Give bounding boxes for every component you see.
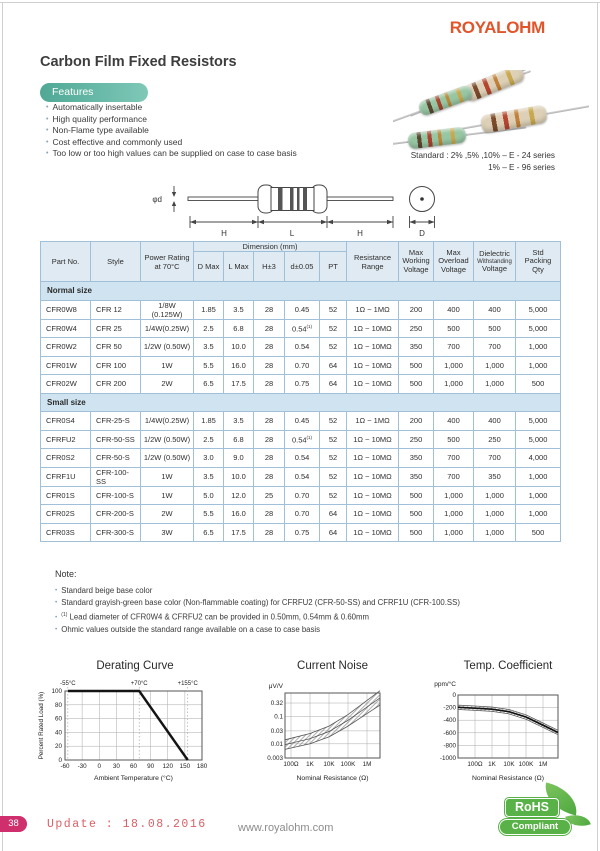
table-cell: 9.0 <box>224 449 254 468</box>
dimension-diagram <box>100 172 455 242</box>
col-header-max-working-voltage <box>399 242 434 282</box>
svg-text:Nominal Resistance (Ω): Nominal Resistance (Ω) <box>296 775 369 782</box>
table-cell: 0.75 <box>285 523 320 542</box>
table-cell: 28 <box>254 319 285 338</box>
table-cell: 0.54 <box>285 467 320 486</box>
table-cell: 64 <box>320 375 347 394</box>
table-cell: CFR0S2 <box>41 449 91 468</box>
svg-text:0.01: 0.01 <box>270 740 283 748</box>
table-cell: 16.0 <box>224 356 254 375</box>
svg-text:60: 60 <box>129 763 138 770</box>
svg-text:10K: 10K <box>503 761 515 768</box>
page-title: Carbon Film Fixed Resistors <box>40 54 237 70</box>
table-cell: 1,000 <box>516 505 561 524</box>
table-cell: 350 <box>399 449 434 468</box>
table-cell: 1.85 <box>194 412 224 431</box>
table-cell: 1,000 <box>474 375 516 394</box>
svg-text:-600: -600 <box>443 729 456 737</box>
table-cell: CFR-25-S <box>91 412 141 431</box>
table-cell: 3.5 <box>194 338 224 357</box>
table-cell: CFR0W2 <box>41 338 91 357</box>
table-cell: 52 <box>320 319 347 338</box>
svg-text:μV/V: μV/V <box>268 683 283 690</box>
col-header-dim-sub: H±3 <box>254 252 285 282</box>
table-row <box>41 486 561 505</box>
header-row <box>41 242 561 252</box>
page-edge-left <box>2 2 3 851</box>
header-line: Max <box>408 247 424 257</box>
feature-item: • High quality performance <box>46 114 297 126</box>
table-cell: 0.75 <box>285 375 320 394</box>
col-header-power-rating: Power Rating at 70°C <box>141 242 194 282</box>
table-cell: 500 <box>399 523 434 542</box>
header-line: Qty <box>532 264 544 274</box>
table-cell: 16.0 <box>224 505 254 524</box>
table-cell: 4,000 <box>516 449 561 468</box>
col-header-dim-sub: PT <box>320 252 347 282</box>
table-cell: 500 <box>516 375 561 394</box>
table-cell: 1Ω ~ 10MΩ <box>347 375 399 394</box>
table-cell: 1,000 <box>434 375 474 394</box>
table-cell: 1,000 <box>516 486 561 505</box>
table-cell: 1,000 <box>474 523 516 542</box>
table-head <box>41 242 561 282</box>
table-cell: CFR-100-S <box>91 486 141 505</box>
svg-text:0.32: 0.32 <box>270 700 283 708</box>
table-cell: 10.0 <box>224 338 254 357</box>
feature-item: • Automatically insertable <box>46 102 297 114</box>
table-cell: CFR02S <box>41 505 91 524</box>
table-cell: 52 <box>320 486 347 505</box>
table-cell: 1,000 <box>474 505 516 524</box>
table-cell: CFR0W8 <box>41 300 91 319</box>
header-line: Dielectric <box>479 248 510 258</box>
table-cell: 5,000 <box>516 430 561 449</box>
table-cell: 28 <box>254 300 285 319</box>
table-cell: 1,000 <box>434 356 474 375</box>
table-cell: 1W <box>141 356 194 375</box>
table-cell: 500 <box>474 319 516 338</box>
dim-label-lead-diameter: φd <box>152 195 162 204</box>
table-cell: 52 <box>320 449 347 468</box>
table-cell: 2.5 <box>194 430 224 449</box>
table-cell: 1/8W (0.125W) <box>141 300 194 319</box>
table-cell: 350 <box>399 338 434 357</box>
spec-table <box>40 241 561 542</box>
website-url: www.royalohm.com <box>238 822 334 834</box>
table-cell: 5,000 <box>516 300 561 319</box>
rohs-compliant-badge: Compliant <box>499 819 571 835</box>
table-cell: 1,000 <box>516 467 561 486</box>
table-cell: 0.70 <box>285 356 320 375</box>
note-item: • $^{(1)}$ Lead diameter of CFR0W4 & CFRFU2 can be provided in 0.50mm, 0.54mm & 0.60mm <box>55 609 555 624</box>
svg-text:180: 180 <box>196 763 208 770</box>
note-section <box>55 569 555 636</box>
svg-text:ppm/°C: ppm/°C <box>434 681 456 688</box>
table-cell: 10.0 <box>224 467 254 486</box>
rohs-logo <box>497 786 592 848</box>
table-cell: 250 <box>399 319 434 338</box>
table-cell: CFR 12 <box>91 300 141 319</box>
table-row <box>41 412 561 431</box>
table-cell: CFR-50-S <box>91 449 141 468</box>
table-cell: 1Ω ~ 10MΩ <box>347 467 399 486</box>
table-cell: CFR03S <box>41 523 91 542</box>
table-cell: 2W <box>141 505 194 524</box>
svg-text:-60: -60 <box>60 763 70 770</box>
table-cell: CFR-200-S <box>91 505 141 524</box>
table-cell: 1,000 <box>434 505 474 524</box>
table-cell: 12.0 <box>224 486 254 505</box>
note-item: • Standard beige base color <box>55 585 555 597</box>
table-cell: 64 <box>320 523 347 542</box>
table-cell: CFR01S <box>41 486 91 505</box>
note-title: Note: <box>55 569 77 579</box>
table-body <box>41 282 561 542</box>
table-cell: 6.5 <box>194 523 224 542</box>
temp-coefficient-chart <box>428 676 600 792</box>
table-cell: 1,000 <box>474 356 516 375</box>
svg-text:150: 150 <box>179 763 191 770</box>
header-line: Std <box>532 247 544 257</box>
header-line: Voltage <box>403 264 429 274</box>
col-header-dim-sub: L Max <box>224 252 254 282</box>
table-cell: 1/2W (0.50W) <box>141 430 194 449</box>
header-line: Packing <box>524 256 552 266</box>
table-cell: 1,000 <box>434 523 474 542</box>
table-cell: 52 <box>320 300 347 319</box>
table-cell: 700 <box>434 338 474 357</box>
svg-text:1K: 1K <box>488 761 496 768</box>
table-cell: 5.0 <box>194 486 224 505</box>
table-cell: 0.70 <box>285 486 320 505</box>
features-list <box>46 102 297 160</box>
svg-text:-55°C: -55°C <box>60 681 76 687</box>
table-cell: 28 <box>254 412 285 431</box>
chart-title-derating: Derating Curve <box>96 660 174 672</box>
current-noise-chart <box>248 676 436 792</box>
svg-text:0: 0 <box>452 692 456 699</box>
rohs-badge: RoHS <box>505 798 559 817</box>
col-header-style: Style <box>91 242 141 282</box>
svg-text:-200: -200 <box>443 704 456 712</box>
table-cell: 1Ω ~ 10MΩ <box>347 356 399 375</box>
table-cell: CFRFU2 <box>41 430 91 449</box>
derating-curve-chart <box>30 676 244 792</box>
table-cell: 17.5 <box>224 375 254 394</box>
table-cell: 700 <box>434 467 474 486</box>
table-cell: 350 <box>399 467 434 486</box>
table-cell: 52 <box>320 467 347 486</box>
header-line: Voltage <box>441 264 467 274</box>
table-cell: 1Ω ~ 1MΩ <box>347 300 399 319</box>
table-cell: 700 <box>434 449 474 468</box>
svg-text:10K: 10K <box>323 761 335 768</box>
table-cell: 500 <box>516 523 561 542</box>
svg-text:120: 120 <box>162 763 174 770</box>
svg-text:60: 60 <box>54 715 62 723</box>
feature-item: • Non-Flame type available <box>46 125 297 137</box>
table-cell: 3.5 <box>224 300 254 319</box>
table-row <box>41 356 561 375</box>
header-line: Voltage <box>482 263 508 273</box>
table-cell: 1/2W (0.50W) <box>141 449 194 468</box>
table-cell: CFR0W4 <box>41 319 91 338</box>
dim-label-h-right: H <box>357 229 363 238</box>
svg-text:+155°C: +155°C <box>177 681 198 687</box>
table-cell: 0.45 <box>285 300 320 319</box>
table-cell: 250 <box>474 430 516 449</box>
table-cell: 1Ω ~ 10MΩ <box>347 319 399 338</box>
svg-text:+70°C: +70°C <box>130 681 148 687</box>
table-cell: 3.5 <box>194 467 224 486</box>
table-cell: CFR01W <box>41 356 91 375</box>
table-cell: 0.45 <box>285 412 320 431</box>
update-date: Update : 18.08.2016 <box>47 818 207 831</box>
table-cell: 1Ω ~ 10MΩ <box>347 449 399 468</box>
table-cell: 400 <box>474 300 516 319</box>
page-number-badge: 38 <box>0 816 27 832</box>
table-cell: 5.5 <box>194 356 224 375</box>
page-edge-top <box>0 2 600 3</box>
table-cell: 1,000 <box>474 486 516 505</box>
table-cell: 64 <box>320 356 347 375</box>
svg-text:100K: 100K <box>518 761 534 768</box>
svg-text:30: 30 <box>112 763 120 770</box>
col-header-resistance-range: Resistance Range <box>347 242 399 282</box>
footnote-marker: (1) <box>306 434 313 440</box>
col-header-part-no: Part No. <box>41 242 91 282</box>
table-cell: 28 <box>254 467 285 486</box>
table-cell: 700 <box>474 449 516 468</box>
table-cell: 1Ω ~ 1MΩ <box>347 412 399 431</box>
svg-text:100: 100 <box>51 688 62 695</box>
table-row <box>41 430 561 449</box>
section-row <box>41 393 561 412</box>
header-line: Withstanding <box>477 258 512 265</box>
table-cell: 1/4W(0.25W) <box>141 319 194 338</box>
chart-title-tempco: Temp. Coefficient <box>463 660 553 672</box>
table-cell: 1/4W(0.25W) <box>141 412 194 431</box>
table-row <box>41 375 561 394</box>
table-row <box>41 505 561 524</box>
header-line: Max <box>446 247 461 257</box>
table-row <box>41 338 561 357</box>
table-cell: 28 <box>254 356 285 375</box>
table-cell: CFR 50 <box>91 338 141 357</box>
col-header-std-packing-qty <box>516 242 561 282</box>
table-cell: CFR 100 <box>91 356 141 375</box>
resistor-green <box>417 84 474 117</box>
col-header-dielectric <box>474 242 516 282</box>
table-cell: 1.85 <box>194 300 224 319</box>
svg-text:Nominal Resistance (Ω): Nominal Resistance (Ω) <box>472 775 544 782</box>
table-cell: 52 <box>320 430 347 449</box>
svg-text:80: 80 <box>54 701 62 709</box>
table-cell: 5,000 <box>516 319 561 338</box>
table-cell: 1,000 <box>516 356 561 375</box>
svg-text:0: 0 <box>97 763 102 770</box>
table-cell: 52 <box>320 412 347 431</box>
section-row <box>41 282 561 301</box>
table-cell: CFR-50-SS <box>91 430 141 449</box>
svg-text:0.1: 0.1 <box>274 713 283 721</box>
table-cell: 1Ω ~ 10MΩ <box>347 338 399 357</box>
table-cell: 1Ω ~ 10MΩ <box>347 486 399 505</box>
table-cell: 52 <box>320 338 347 357</box>
standard-line-1: Standard : 2% ,5% ,10% – E - 24 series <box>410 151 555 160</box>
resistor-beige <box>462 70 526 103</box>
table-cell: CFR02W <box>41 375 91 394</box>
dim-label-l: L <box>289 229 295 238</box>
table-cell: 1Ω ~ 10MΩ <box>347 430 399 449</box>
table-cell: 0.54$^{(1)}$ <box>285 319 320 338</box>
table-cell: 5,000 <box>516 412 561 431</box>
section-label: Small size <box>41 393 561 412</box>
svg-text:100Ω: 100Ω <box>283 761 299 768</box>
table-cell: 0.54 <box>285 338 320 357</box>
table-row <box>41 449 561 468</box>
feature-item: • Cost effective and commonly used <box>46 137 297 149</box>
table-cell: 6.8 <box>224 430 254 449</box>
table-cell: CFR 25 <box>91 319 141 338</box>
svg-text:1K: 1K <box>306 761 314 768</box>
table-cell: 28 <box>254 523 285 542</box>
table-cell: 200 <box>399 300 434 319</box>
note-list <box>55 585 555 636</box>
svg-text:Percent Rated Load (%): Percent Rated Load (%) <box>38 691 45 760</box>
table-cell: 500 <box>399 356 434 375</box>
header-line: Overload <box>438 256 469 266</box>
chart-title-noise: Current Noise <box>297 660 368 672</box>
table-cell: CFR-300-S <box>91 523 141 542</box>
table-cell: 200 <box>399 412 434 431</box>
table-cell: 2W <box>141 375 194 394</box>
table-cell: 400 <box>474 412 516 431</box>
svg-text:40: 40 <box>54 729 62 737</box>
table-cell: 400 <box>434 412 474 431</box>
table-cell: 3.0 <box>194 449 224 468</box>
table-cell: 28 <box>254 449 285 468</box>
table-cell: 1/2W (0.50W) <box>141 338 194 357</box>
svg-text:-800: -800 <box>443 742 456 750</box>
table-cell: 1Ω ~ 10MΩ <box>347 505 399 524</box>
col-header-max-overload-voltage <box>434 242 474 282</box>
table-cell: 1Ω ~ 10MΩ <box>347 523 399 542</box>
table-cell: 6.5 <box>194 375 224 394</box>
svg-text:-30: -30 <box>77 763 87 770</box>
table-cell: 0.54 <box>285 449 320 468</box>
table-cell: 28 <box>254 505 285 524</box>
svg-text:0.003: 0.003 <box>267 755 283 762</box>
table-cell: 400 <box>434 300 474 319</box>
svg-text:1M: 1M <box>362 761 372 768</box>
table-cell: 6.8 <box>224 319 254 338</box>
table-cell: 0.54$^{(1)}$ <box>285 430 320 449</box>
footnote-marker: (1) <box>306 323 313 329</box>
col-header-dimension: Dimension (mm) <box>194 242 347 252</box>
table-row <box>41 319 561 338</box>
table-cell: 5.5 <box>194 505 224 524</box>
table-cell: 3W <box>141 523 194 542</box>
features-badge: Features <box>40 83 148 102</box>
svg-text:1M: 1M <box>538 761 548 768</box>
svg-text:-400: -400 <box>443 717 456 725</box>
note-item: • Ohmic values outside the standard range available on a case to case basis <box>55 624 555 636</box>
table-cell: 1,000 <box>516 338 561 357</box>
table-cell: 250 <box>399 430 434 449</box>
header-line: Working <box>402 256 430 266</box>
svg-text:0: 0 <box>58 757 62 764</box>
table-cell: 1W <box>141 486 194 505</box>
section-label: Normal size <box>41 282 561 301</box>
svg-text:100Ω: 100Ω <box>467 761 483 768</box>
table-cell: 3.5 <box>224 412 254 431</box>
table-cell: 17.5 <box>224 523 254 542</box>
table-cell: 500 <box>399 505 434 524</box>
brand-logo: ROYALOHM <box>449 18 545 37</box>
table-cell: 1W <box>141 467 194 486</box>
table-row <box>41 300 561 319</box>
table-row <box>41 467 561 486</box>
table-cell: 64 <box>320 505 347 524</box>
svg-text:20: 20 <box>54 743 62 751</box>
table-cell: 0.70 <box>285 505 320 524</box>
table-cell: 700 <box>474 338 516 357</box>
svg-text:-1000: -1000 <box>439 755 456 762</box>
dim-label-h-left: H <box>221 229 227 238</box>
table-cell: 500 <box>399 486 434 505</box>
note-footnote-marker: (1) <box>61 612 68 619</box>
dim-label-d: D <box>419 229 425 238</box>
table-cell: 500 <box>434 319 474 338</box>
svg-text:90: 90 <box>147 763 155 770</box>
svg-text:100K: 100K <box>340 761 356 768</box>
col-header-dim-sub: d±0.05 <box>285 252 320 282</box>
table-cell: CFRF1U <box>41 467 91 486</box>
table-cell: 500 <box>399 375 434 394</box>
table-cell: 28 <box>254 338 285 357</box>
table-cell: CFR-100-SS <box>91 467 141 486</box>
svg-text:Ambient Temperature (°C): Ambient Temperature (°C) <box>94 775 173 782</box>
feature-item: • Too low or too high values can be supplied on case to case basis <box>46 148 297 160</box>
table-cell: CFR0S4 <box>41 412 91 431</box>
table-cell: 28 <box>254 375 285 394</box>
table-cell: 350 <box>474 467 516 486</box>
table-row <box>41 523 561 542</box>
product-photo <box>393 70 589 160</box>
col-header-dim-sub: D Max <box>194 252 224 282</box>
svg-text:0.03: 0.03 <box>270 727 283 735</box>
tolerance-standard-note <box>411 150 555 173</box>
table-cell: 500 <box>434 430 474 449</box>
table-cell: 25 <box>254 486 285 505</box>
table-cell: 2.5 <box>194 319 224 338</box>
table-cell: CFR 200 <box>91 375 141 394</box>
standard-line-2: 1% – E - 96 series <box>488 162 555 172</box>
table-cell: 28 <box>254 430 285 449</box>
table-cell: 1,000 <box>434 486 474 505</box>
note-item: • Standard grayish-green base color (Non-flammable coating) for CFRFU2 (CFR-50-SS) and CFRF1U (CFR-100.SS) <box>55 597 555 609</box>
resistor-green <box>407 127 467 150</box>
